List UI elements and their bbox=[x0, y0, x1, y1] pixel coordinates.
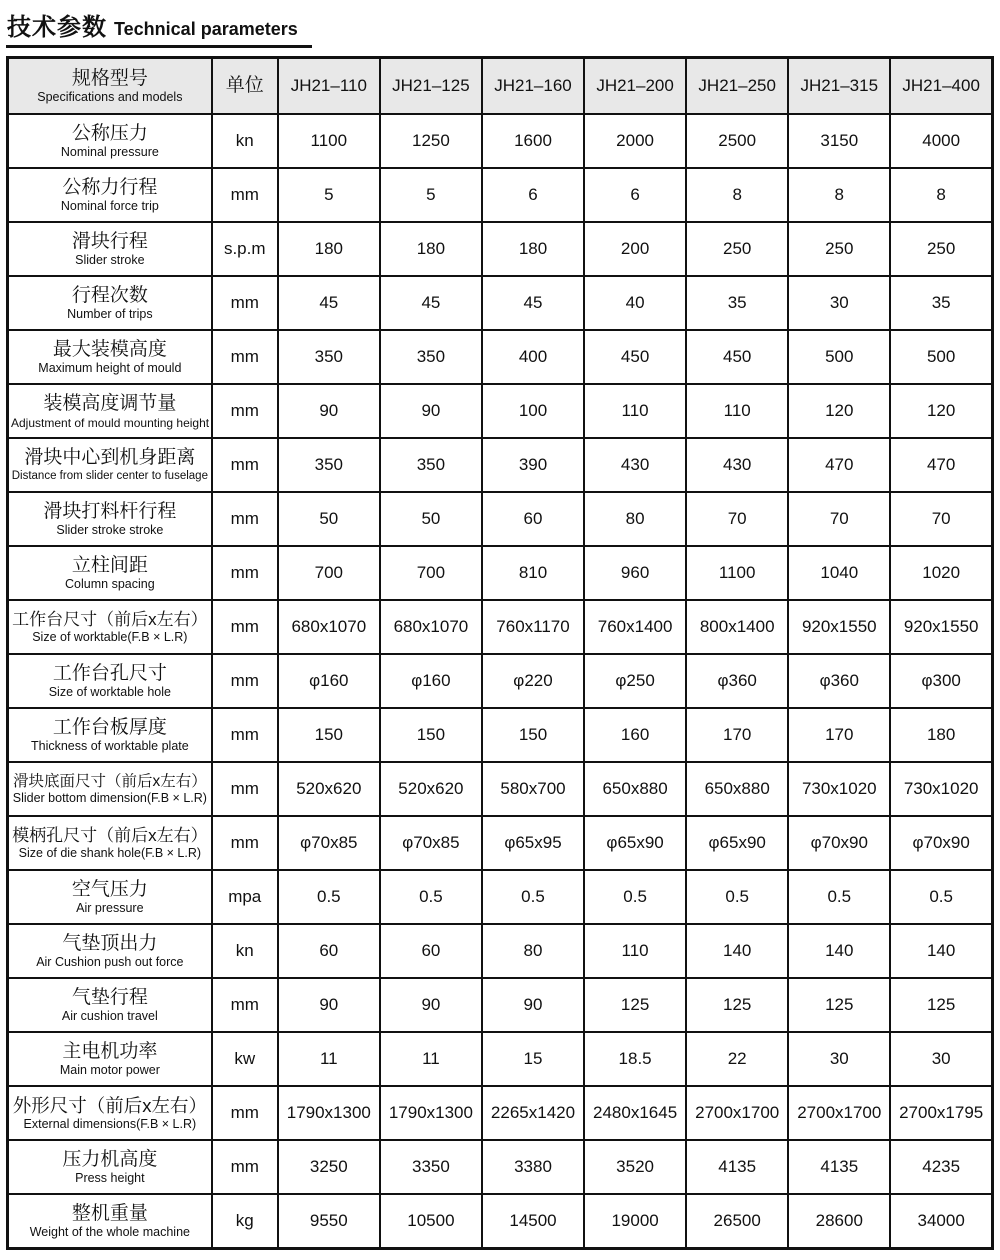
value-cell: 2500 bbox=[686, 114, 788, 168]
row-label-en: Air Cushion push out force bbox=[36, 955, 184, 970]
value-cell: 170 bbox=[788, 708, 890, 762]
value-cell: 1600 bbox=[482, 114, 584, 168]
row-label-zh: 滑块行程 bbox=[71, 230, 148, 252]
header-row bbox=[8, 58, 993, 115]
value-cell: 180 bbox=[482, 222, 584, 276]
table-row bbox=[8, 600, 993, 654]
value-cell: 11 bbox=[278, 1032, 380, 1086]
row-label-zh: 工作台尺寸（前后x左右） bbox=[12, 609, 208, 629]
row-label-en: Air pressure bbox=[76, 901, 144, 916]
value-cell: 30 bbox=[890, 1032, 992, 1086]
row-label-cell bbox=[8, 762, 212, 816]
value-cell: 500 bbox=[788, 330, 890, 384]
value-cell: 700 bbox=[278, 546, 380, 600]
unit-cell: mm bbox=[212, 168, 278, 222]
value-cell: 22 bbox=[686, 1032, 788, 1086]
value-cell: 760x1400 bbox=[584, 600, 686, 654]
value-cell: φ65x90 bbox=[686, 816, 788, 870]
row-label-en: Size of die shank hole(F.B × L.R) bbox=[18, 846, 202, 861]
value-cell: 50 bbox=[278, 492, 380, 546]
value-cell: 350 bbox=[278, 330, 380, 384]
value-cell: 650x880 bbox=[584, 762, 686, 816]
value-cell: 90 bbox=[380, 384, 482, 438]
value-cell: 350 bbox=[278, 438, 380, 492]
value-cell: 760x1170 bbox=[482, 600, 584, 654]
row-label-cell bbox=[8, 438, 212, 492]
value-cell: 90 bbox=[278, 384, 380, 438]
value-cell: 60 bbox=[482, 492, 584, 546]
unit-cell: mm bbox=[212, 1086, 278, 1140]
value-cell: 250 bbox=[890, 222, 992, 276]
value-cell: 4235 bbox=[890, 1140, 992, 1194]
unit-cell: kg bbox=[212, 1194, 278, 1249]
value-cell: φ160 bbox=[380, 654, 482, 708]
row-label-en: Slider bottom dimension(F.B × L.R) bbox=[12, 791, 207, 806]
value-cell: 170 bbox=[686, 708, 788, 762]
value-cell: 110 bbox=[584, 384, 686, 438]
value-cell: 45 bbox=[278, 276, 380, 330]
value-cell: 500 bbox=[890, 330, 992, 384]
value-cell: 160 bbox=[584, 708, 686, 762]
value-cell: φ160 bbox=[278, 654, 380, 708]
value-cell: 100 bbox=[482, 384, 584, 438]
value-cell: 400 bbox=[482, 330, 584, 384]
row-label-cell bbox=[8, 924, 212, 978]
value-cell: 3350 bbox=[380, 1140, 482, 1194]
value-cell: φ70x85 bbox=[380, 816, 482, 870]
row-label-cell bbox=[8, 654, 212, 708]
value-cell: 80 bbox=[584, 492, 686, 546]
value-cell: φ70x90 bbox=[890, 816, 992, 870]
row-label-zh: 气垫行程 bbox=[71, 986, 148, 1008]
value-cell: 140 bbox=[890, 924, 992, 978]
row-label-zh: 滑块底面尺寸（前后x左右） bbox=[12, 772, 207, 790]
value-cell: 3380 bbox=[482, 1140, 584, 1194]
value-cell: 60 bbox=[278, 924, 380, 978]
value-cell: 700 bbox=[380, 546, 482, 600]
row-label-zh: 装模高度调节量 bbox=[43, 392, 177, 414]
table-row bbox=[8, 924, 993, 978]
row-label-zh: 滑块中心到机身距离 bbox=[24, 447, 196, 469]
model-name: JH21–250 bbox=[698, 76, 776, 95]
value-cell: 120 bbox=[890, 384, 992, 438]
value-cell: φ360 bbox=[788, 654, 890, 708]
table-row bbox=[8, 1140, 993, 1194]
row-label-en: External dimensions(F.B × L.R) bbox=[23, 1117, 197, 1132]
row-label-cell bbox=[8, 708, 212, 762]
spec-header-zh: 规格型号 bbox=[71, 67, 148, 89]
row-label-en: Maximum height of mould bbox=[38, 361, 182, 376]
column-header-specifications bbox=[8, 58, 212, 115]
unit-cell: mm bbox=[212, 438, 278, 492]
row-label-zh: 最大装模高度 bbox=[52, 338, 167, 360]
value-cell: 4135 bbox=[686, 1140, 788, 1194]
row-label-zh: 工作台孔尺寸 bbox=[52, 662, 167, 684]
unit-cell: mm bbox=[212, 1140, 278, 1194]
row-label-zh: 模柄孔尺寸（前后x左右） bbox=[12, 825, 208, 845]
value-cell: 180 bbox=[380, 222, 482, 276]
value-cell: 30 bbox=[788, 276, 890, 330]
value-cell: 250 bbox=[788, 222, 890, 276]
value-cell: 430 bbox=[686, 438, 788, 492]
value-cell: 11 bbox=[380, 1032, 482, 1086]
value-cell: 680x1070 bbox=[380, 600, 482, 654]
value-cell: 110 bbox=[584, 924, 686, 978]
value-cell: 40 bbox=[584, 276, 686, 330]
unit-cell: mm bbox=[212, 330, 278, 384]
row-label-zh: 立柱间距 bbox=[71, 554, 148, 576]
value-cell: 5 bbox=[380, 168, 482, 222]
value-cell: 90 bbox=[482, 978, 584, 1032]
row-label-zh: 空气压力 bbox=[71, 878, 148, 900]
value-cell: 125 bbox=[686, 978, 788, 1032]
row-label-en: Nominal force trip bbox=[60, 199, 159, 214]
value-cell: 9550 bbox=[278, 1194, 380, 1249]
row-label-zh: 气垫顶出力 bbox=[62, 932, 158, 954]
table-row bbox=[8, 168, 993, 222]
unit-cell: kn bbox=[212, 114, 278, 168]
unit-cell: mm bbox=[212, 708, 278, 762]
column-header-model bbox=[278, 58, 380, 115]
row-label-cell bbox=[8, 222, 212, 276]
row-label-cell bbox=[8, 600, 212, 654]
value-cell: 1100 bbox=[278, 114, 380, 168]
row-label-cell bbox=[8, 276, 212, 330]
unit-cell: kn bbox=[212, 924, 278, 978]
value-cell: 680x1070 bbox=[278, 600, 380, 654]
value-cell: 470 bbox=[890, 438, 992, 492]
row-label-en: Number of trips bbox=[67, 307, 153, 322]
value-cell: 28600 bbox=[788, 1194, 890, 1249]
parameter-rows bbox=[8, 114, 993, 1249]
row-label-en: Main motor power bbox=[59, 1063, 160, 1078]
column-header-model bbox=[890, 58, 992, 115]
unit-cell: mm bbox=[212, 816, 278, 870]
value-cell: 120 bbox=[788, 384, 890, 438]
row-label-en: Slider stroke bbox=[75, 253, 145, 268]
unit-header-label: 单位 bbox=[225, 75, 264, 97]
value-cell: φ65x90 bbox=[584, 816, 686, 870]
row-label-cell bbox=[8, 168, 212, 222]
row-label-zh: 公称力行程 bbox=[62, 176, 158, 198]
value-cell: 8 bbox=[686, 168, 788, 222]
value-cell: 8 bbox=[890, 168, 992, 222]
table-row bbox=[8, 762, 993, 816]
value-cell: 6 bbox=[584, 168, 686, 222]
unit-cell: mm bbox=[212, 546, 278, 600]
row-label-cell bbox=[8, 816, 212, 870]
value-cell: 3520 bbox=[584, 1140, 686, 1194]
value-cell: 14500 bbox=[482, 1194, 584, 1249]
value-cell: 1250 bbox=[380, 114, 482, 168]
row-label-cell bbox=[8, 114, 212, 168]
table-row bbox=[8, 492, 993, 546]
unit-cell: mm bbox=[212, 384, 278, 438]
value-cell: 730x1020 bbox=[890, 762, 992, 816]
value-cell: 18.5 bbox=[584, 1032, 686, 1086]
row-label-en: Adjustment of mould mounting height bbox=[11, 415, 210, 430]
row-label-en: Thickness of worktable plate bbox=[30, 739, 189, 754]
column-header-unit bbox=[212, 58, 278, 115]
row-label-zh: 滑块打料杆行程 bbox=[43, 500, 177, 522]
table-row bbox=[8, 222, 993, 276]
row-label-cell bbox=[8, 330, 212, 384]
model-name: JH21–110 bbox=[290, 76, 367, 95]
value-cell: 26500 bbox=[686, 1194, 788, 1249]
unit-cell: mpa bbox=[212, 870, 278, 924]
value-cell: 800x1400 bbox=[686, 600, 788, 654]
value-cell: 450 bbox=[686, 330, 788, 384]
value-cell: 180 bbox=[278, 222, 380, 276]
unit-cell: mm bbox=[212, 492, 278, 546]
value-cell: 6 bbox=[482, 168, 584, 222]
column-header-model bbox=[584, 58, 686, 115]
value-cell: 810 bbox=[482, 546, 584, 600]
table-row bbox=[8, 1032, 993, 1086]
row-label-en: Column spacing bbox=[65, 577, 155, 592]
value-cell: 30 bbox=[788, 1032, 890, 1086]
value-cell: 10500 bbox=[380, 1194, 482, 1249]
value-cell: φ360 bbox=[686, 654, 788, 708]
value-cell: 110 bbox=[686, 384, 788, 438]
value-cell: 0.5 bbox=[788, 870, 890, 924]
value-cell: 2480x1645 bbox=[584, 1086, 686, 1140]
row-label-zh: 主电机功率 bbox=[62, 1040, 158, 1062]
row-label-en: Distance from slider center to fuselage bbox=[11, 469, 208, 482]
value-cell: 70 bbox=[788, 492, 890, 546]
value-cell: 125 bbox=[890, 978, 992, 1032]
value-cell: 60 bbox=[380, 924, 482, 978]
row-label-en: Air cushion travel bbox=[61, 1009, 158, 1024]
value-cell: 150 bbox=[278, 708, 380, 762]
model-name: JH21–315 bbox=[800, 76, 879, 95]
value-cell: 3250 bbox=[278, 1140, 380, 1194]
page-title-zh: 技术参数 bbox=[7, 14, 107, 41]
table-row bbox=[8, 384, 993, 438]
value-cell: 8 bbox=[788, 168, 890, 222]
value-cell: 45 bbox=[380, 276, 482, 330]
value-cell: 150 bbox=[380, 708, 482, 762]
value-cell: 125 bbox=[584, 978, 686, 1032]
page-title-en: Technical parameters bbox=[114, 19, 298, 39]
value-cell: 960 bbox=[584, 546, 686, 600]
table-row bbox=[8, 114, 993, 168]
value-cell: 520x620 bbox=[380, 762, 482, 816]
row-label-cell bbox=[8, 1140, 212, 1194]
table-row bbox=[8, 438, 993, 492]
row-label-en: Size of worktable(F.B × L.R) bbox=[32, 630, 188, 645]
table-row bbox=[8, 654, 993, 708]
value-cell: 1100 bbox=[686, 546, 788, 600]
table-row bbox=[8, 330, 993, 384]
value-cell: 70 bbox=[890, 492, 992, 546]
row-label-cell bbox=[8, 1086, 212, 1140]
technical-parameters-table bbox=[6, 56, 994, 1250]
row-label-cell bbox=[8, 1194, 212, 1249]
value-cell: φ70x85 bbox=[278, 816, 380, 870]
value-cell: 2700x1700 bbox=[686, 1086, 788, 1140]
value-cell: 650x880 bbox=[686, 762, 788, 816]
value-cell: 4135 bbox=[788, 1140, 890, 1194]
value-cell: 0.5 bbox=[380, 870, 482, 924]
value-cell: 70 bbox=[686, 492, 788, 546]
table-row bbox=[8, 276, 993, 330]
table-row bbox=[8, 1086, 993, 1140]
table-row bbox=[8, 816, 993, 870]
value-cell: 520x620 bbox=[278, 762, 380, 816]
value-cell: 0.5 bbox=[890, 870, 992, 924]
value-cell: 350 bbox=[380, 330, 482, 384]
value-cell: 15 bbox=[482, 1032, 584, 1086]
value-cell: φ65x95 bbox=[482, 816, 584, 870]
row-label-zh: 行程次数 bbox=[71, 284, 148, 306]
model-name: JH21–125 bbox=[392, 76, 470, 95]
value-cell: 2700x1795 bbox=[890, 1086, 992, 1140]
value-cell: 2000 bbox=[584, 114, 686, 168]
value-cell: 19000 bbox=[584, 1194, 686, 1249]
unit-cell: mm bbox=[212, 978, 278, 1032]
value-cell: φ70x90 bbox=[788, 816, 890, 870]
value-cell: 50 bbox=[380, 492, 482, 546]
table-row bbox=[8, 1194, 993, 1249]
value-cell: 140 bbox=[686, 924, 788, 978]
value-cell: 350 bbox=[380, 438, 482, 492]
table-row bbox=[8, 546, 993, 600]
value-cell: 250 bbox=[686, 222, 788, 276]
value-cell: 3150 bbox=[788, 114, 890, 168]
value-cell: 34000 bbox=[890, 1194, 992, 1249]
value-cell: 140 bbox=[788, 924, 890, 978]
value-cell: 125 bbox=[788, 978, 890, 1032]
row-label-cell bbox=[8, 1032, 212, 1086]
row-label-zh: 外形尺寸（前后x左右） bbox=[12, 1094, 207, 1116]
value-cell: 0.5 bbox=[278, 870, 380, 924]
value-cell: 730x1020 bbox=[788, 762, 890, 816]
table-row bbox=[8, 708, 993, 762]
row-label-en: Size of worktable hole bbox=[48, 685, 171, 700]
value-cell: 4000 bbox=[890, 114, 992, 168]
value-cell: 90 bbox=[278, 978, 380, 1032]
row-label-cell bbox=[8, 492, 212, 546]
value-cell: 470 bbox=[788, 438, 890, 492]
row-label-en: Nominal pressure bbox=[60, 145, 159, 160]
unit-cell: mm bbox=[212, 600, 278, 654]
row-label-zh: 公称压力 bbox=[71, 122, 148, 144]
value-cell: 0.5 bbox=[482, 870, 584, 924]
value-cell: φ250 bbox=[584, 654, 686, 708]
value-cell: 45 bbox=[482, 276, 584, 330]
value-cell: 450 bbox=[584, 330, 686, 384]
value-cell: 920x1550 bbox=[890, 600, 992, 654]
value-cell: 920x1550 bbox=[788, 600, 890, 654]
row-label-cell bbox=[8, 870, 212, 924]
row-label-zh: 整机重量 bbox=[71, 1202, 148, 1224]
value-cell: 90 bbox=[380, 978, 482, 1032]
value-cell: 390 bbox=[482, 438, 584, 492]
value-cell: 80 bbox=[482, 924, 584, 978]
model-name: JH21–400 bbox=[902, 76, 980, 95]
value-cell: φ220 bbox=[482, 654, 584, 708]
value-cell: 200 bbox=[584, 222, 686, 276]
table-row bbox=[8, 978, 993, 1032]
page-title bbox=[6, 5, 312, 48]
value-cell: 0.5 bbox=[584, 870, 686, 924]
model-name: JH21–160 bbox=[494, 76, 572, 95]
row-label-zh: 压力机高度 bbox=[62, 1148, 158, 1170]
column-header-model bbox=[482, 58, 584, 115]
value-cell: 35 bbox=[890, 276, 992, 330]
value-cell: 2265x1420 bbox=[482, 1086, 584, 1140]
unit-cell: s.p.m bbox=[212, 222, 278, 276]
row-label-en: Weight of the whole machine bbox=[29, 1225, 190, 1240]
row-label-en: Slider stroke stroke bbox=[56, 523, 164, 538]
model-name: JH21–200 bbox=[596, 76, 674, 95]
value-cell: 1020 bbox=[890, 546, 992, 600]
unit-cell: mm bbox=[212, 276, 278, 330]
value-cell: 0.5 bbox=[686, 870, 788, 924]
unit-cell: mm bbox=[212, 762, 278, 816]
value-cell: 430 bbox=[584, 438, 686, 492]
value-cell: 1040 bbox=[788, 546, 890, 600]
column-header-model bbox=[788, 58, 890, 115]
row-label-cell bbox=[8, 546, 212, 600]
row-label-en: Press height bbox=[75, 1171, 145, 1186]
row-label-zh: 工作台板厚度 bbox=[52, 716, 167, 738]
row-label-cell bbox=[8, 384, 212, 438]
value-cell: 180 bbox=[890, 708, 992, 762]
column-header-model bbox=[686, 58, 788, 115]
value-cell: 5 bbox=[278, 168, 380, 222]
table-row bbox=[8, 870, 993, 924]
value-cell: 580x700 bbox=[482, 762, 584, 816]
value-cell: 1790x1300 bbox=[380, 1086, 482, 1140]
value-cell: 35 bbox=[686, 276, 788, 330]
value-cell: 1790x1300 bbox=[278, 1086, 380, 1140]
value-cell: 150 bbox=[482, 708, 584, 762]
value-cell: φ300 bbox=[890, 654, 992, 708]
unit-cell: kw bbox=[212, 1032, 278, 1086]
spec-header-en: Specifications and models bbox=[37, 90, 183, 105]
column-header-model bbox=[380, 58, 482, 115]
unit-cell: mm bbox=[212, 654, 278, 708]
row-label-cell bbox=[8, 978, 212, 1032]
value-cell: 2700x1700 bbox=[788, 1086, 890, 1140]
